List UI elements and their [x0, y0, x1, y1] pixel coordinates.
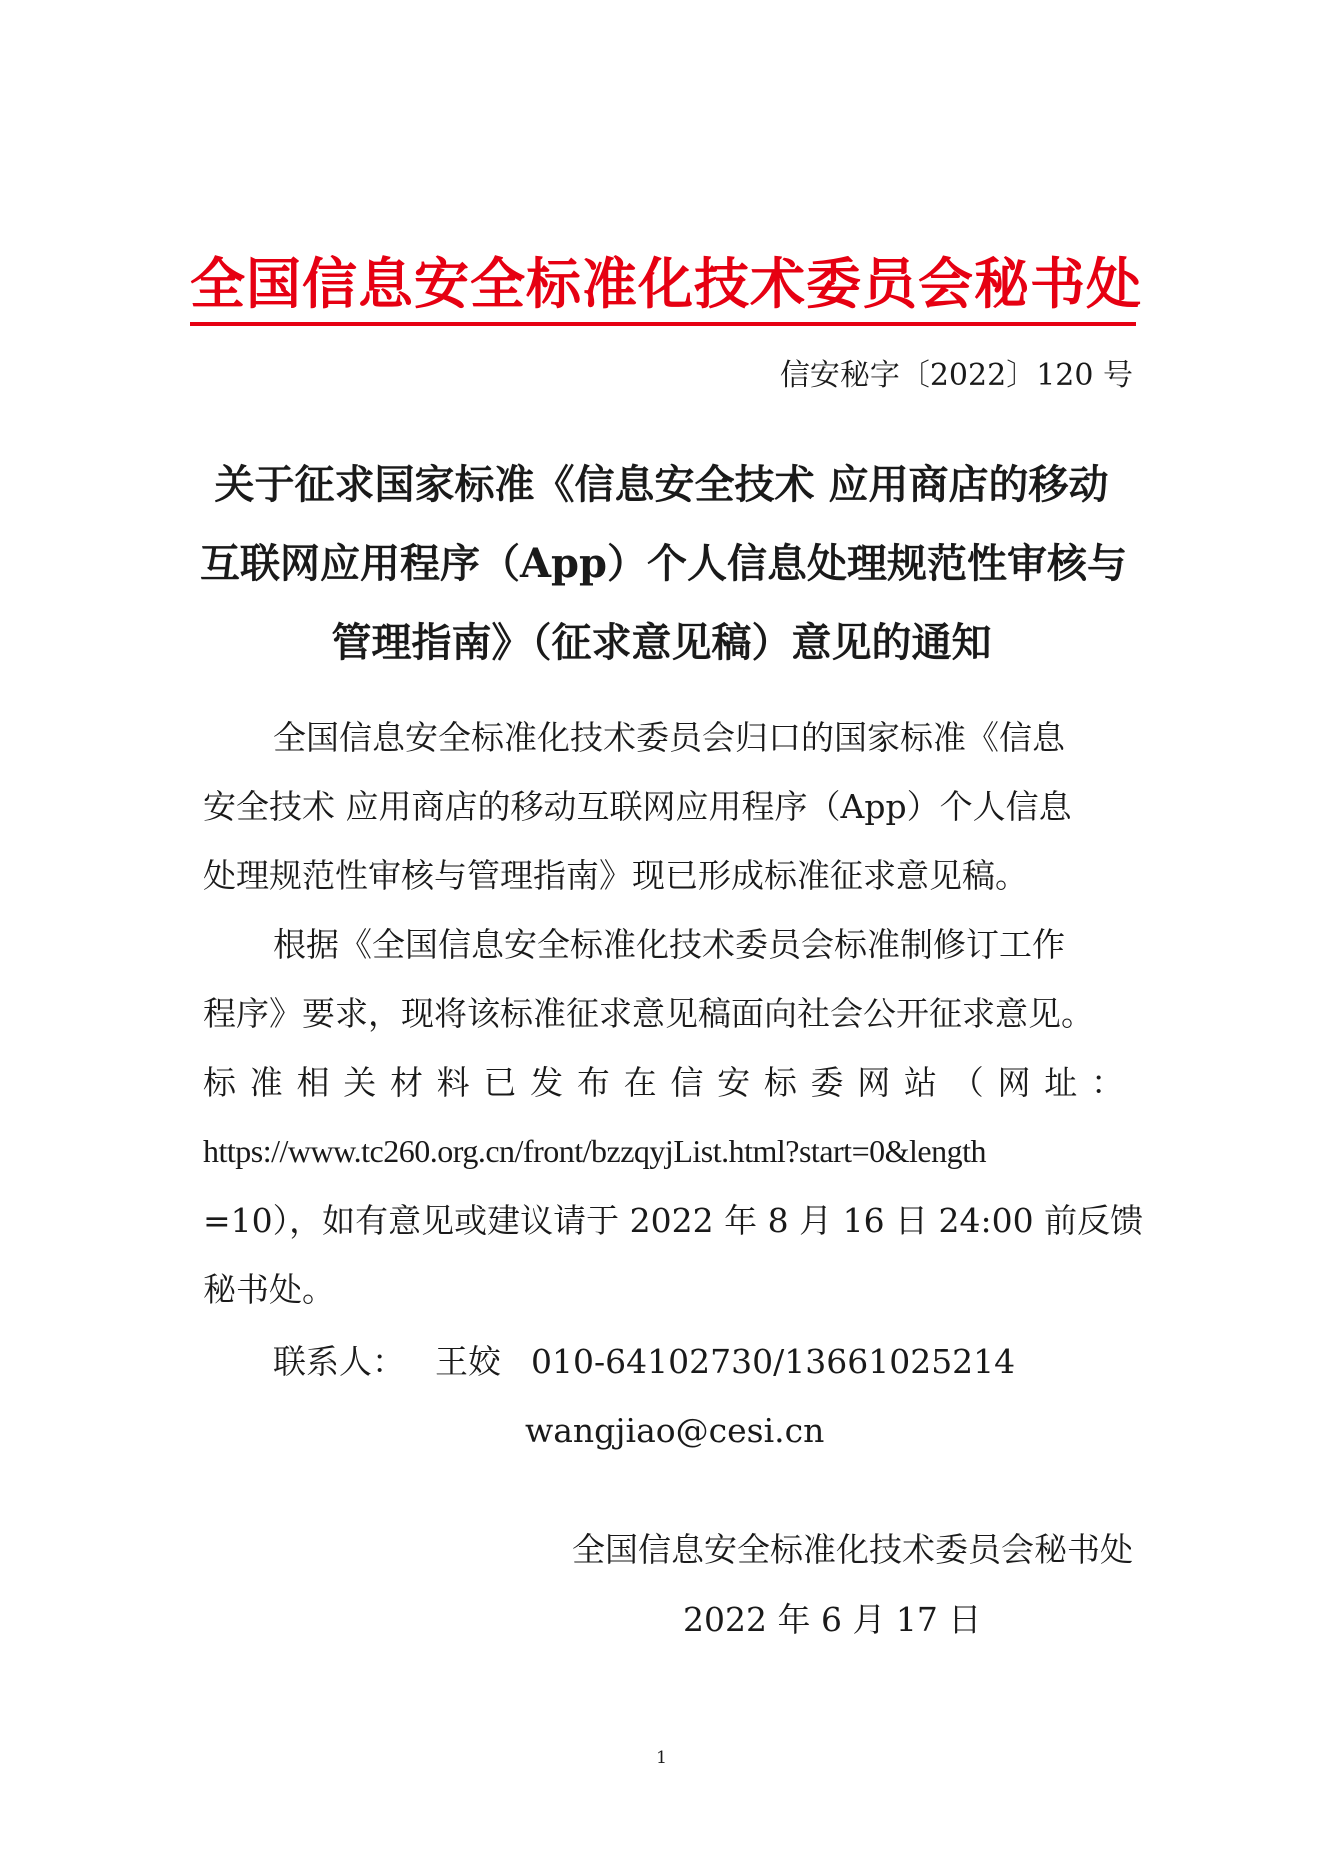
contact-block	[273, 1327, 1015, 1465]
body-line: =10），如有意见或建议请于 2022 年 8 月 16 日 24:00 前反馈	[203, 1201, 1144, 1240]
page-number: 1	[656, 1748, 667, 1768]
contact-row	[273, 1327, 1015, 1396]
body-line: 处理规范性审核与管理指南》现已形成标准征求意见稿。	[203, 856, 1028, 895]
title-line: 互联网应用程序（App）个人信息处理规范性审核与	[200, 540, 1127, 587]
body-line: 安全技术 应用商店的移动互联网应用程序（App）个人信息	[203, 787, 1072, 826]
title-line: 关于征求国家标准《信息安全技术 应用商店的移动	[214, 461, 1109, 508]
notice-body	[203, 703, 1144, 1324]
paragraph-2	[203, 910, 1144, 1324]
contact-phone: 010-64102730/13661025214	[531, 1342, 1016, 1381]
paragraph-1	[203, 703, 1124, 910]
body-line: 程序》要求，现将该标准征求意见稿面向社会公开征求意见。	[203, 994, 1094, 1033]
contact-name: 王姣	[435, 1342, 501, 1381]
title-line: 管理指南》（征求意见稿）意见的通知	[331, 619, 992, 666]
contact-email-link[interactable]: wangjiao@cesi.cn	[525, 1411, 825, 1450]
contact-label: 联系人：	[273, 1342, 405, 1381]
website-url-link[interactable]: https://www.tc260.org.cn/front/bzzqyjList.html?start=0&length	[203, 1133, 986, 1169]
body-line: 秘书处。	[203, 1270, 335, 1309]
body-line: 根据《全国信息安全标准化技术委员会标准制修订工作	[273, 925, 1065, 964]
signoff-date: 2022 年 6 月 17 日	[683, 1600, 982, 1639]
signoff-org: 全国信息安全标准化技术委员会秘书处	[572, 1530, 1133, 1569]
letterhead-rule	[190, 322, 1136, 326]
body-line-spread: 标 准 相 关 材 料 已 发 布 在 信 安 标 委 网 站 （ 网 址 ：	[203, 1063, 1124, 1102]
letterhead-title: 全国信息安全标准化技术委员会秘书处	[190, 251, 1143, 316]
notice-title	[200, 445, 1127, 682]
document-number: 信安秘字〔2022〕120 号	[779, 358, 1133, 393]
body-line: 全国信息安全标准化技术委员会归口的国家标准《信息	[273, 718, 1065, 757]
